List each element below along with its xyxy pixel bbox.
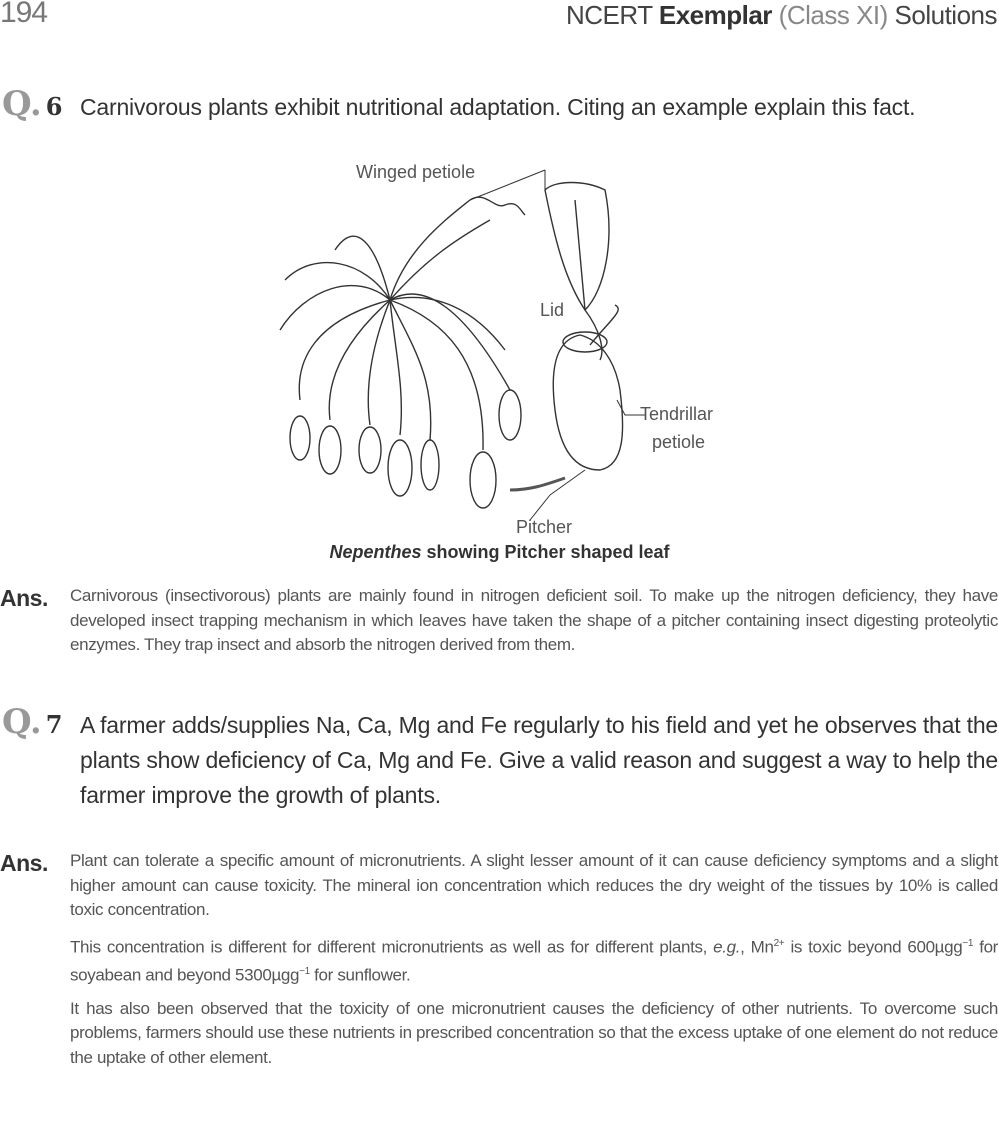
caption-text: showing Pitcher shaped leaf — [421, 542, 670, 562]
q7-answer-paragraph-1: Plant can tolerate a specific amount of micronutrients. A slight lesser amount of it can cause deficiency symptoms and a slight higher amount can cause toxicity. The mineral ion concentration which reduces the dry weight of the tissues by 10% is called toxic concentration. — [70, 851, 998, 919]
q7-answer-paragraph-3: It has also been observed that the toxicity of one micronutrient causes the deficiency of other nutrients. To overcome such problems, farmers should use these nutrients in prescribed concentration so that the excess uptake of one element do not reduce the uptake of other element. — [70, 998, 998, 1067]
header-bold: Exemplar — [658, 0, 772, 30]
nepenthes-illustration — [255, 160, 755, 540]
superscript: −1 — [962, 937, 974, 949]
label-pitcher: Pitcher — [516, 517, 573, 537]
q7-marker — [2, 702, 62, 742]
q7-question-text: A farmer adds/supplies Na, Ca, Mg and Fe regularly to his field and yet he observes that the plants show deficiency of Ca, Mg and Fe. Give a valid reason and suggest a way to help the farmer improve the growth of plants. — [80, 712, 998, 808]
q6-marker — [2, 84, 62, 124]
figure-caption — [0, 542, 999, 563]
text-run: , Mn — [740, 937, 774, 957]
label-petiole: petiole — [652, 432, 706, 452]
superscript: −1 — [299, 965, 310, 977]
q6-question-text: Carnivorous plants exhibit nutritional adaptation. Citing an example explain this fact. — [80, 94, 916, 120]
q6-answer-label: Ans. — [0, 585, 48, 611]
label-lid: Lid — [540, 300, 565, 320]
question-mark-q: Q. — [2, 84, 42, 124]
question-number: 7 — [45, 710, 63, 739]
label-tendrillar: Tendrillar — [640, 404, 714, 424]
running-header — [566, 0, 997, 31]
text-run: for sunflower. — [309, 965, 411, 985]
q7-answer-paragraph-2 — [70, 932, 998, 988]
q6-answer-text: Carnivorous (insectivorous) plants are mainly found in nitrogen deficient soil. To make up the nitrogen deficiency, they have developed insect trapping mechanism in which leaves have taken the shape of a pitcher containing insect digesting proteolytic enzymes. They trap insect and absorb the nitrogen derived from them. — [70, 586, 998, 654]
text-run: e.g. — [713, 937, 741, 957]
question-number: 6 — [45, 92, 63, 121]
header-suffix: Solutions — [894, 0, 997, 30]
caption-genus: Nepenthes — [329, 542, 422, 562]
header-class: (Class XI) — [778, 0, 888, 30]
q7-answer — [70, 849, 998, 1079]
q7-answer-label: Ans. — [0, 850, 48, 876]
header-prefix: NCERT — [566, 0, 653, 30]
label-winged-petiole: Winged petiole — [356, 162, 476, 182]
text-run: This concentration is different for different micronutrients as well as for different plants, — [70, 937, 714, 957]
page-number: 194 — [0, 0, 48, 29]
question-mark-q: Q. — [2, 702, 42, 742]
text-run: for soyabean and beyond 5300µgg — [70, 937, 998, 985]
nepenthes-figure — [255, 160, 755, 540]
text-run: is toxic beyond 600µgg — [784, 937, 963, 957]
superscript: 2+ — [773, 937, 785, 949]
